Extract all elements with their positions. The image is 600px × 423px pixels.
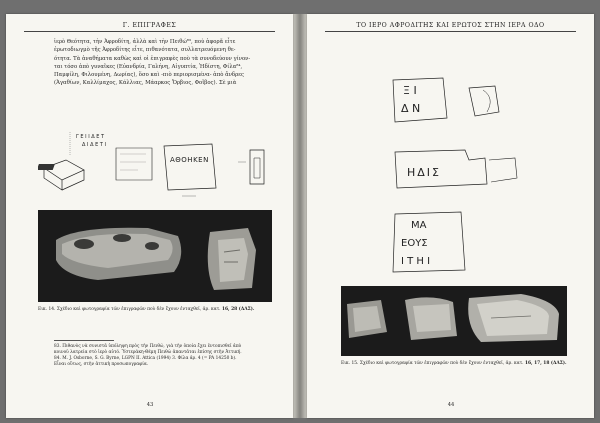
fragment-3-line-1: ΜΑ xyxy=(411,220,427,231)
caption-text: Εικ. 14. Σχέδιο καὶ φωτογραφία τῶν ἐπιγραφῶν ποὺ δὲν ἔχουν ἐνταχθεῖ, ἀρ. κατ. xyxy=(38,307,221,312)
caption-refs: 16, 28 (ΔΛΣ). xyxy=(221,307,255,312)
footnote-line: Εἶναι οὕτως, στὴν ἀττικὴ προσωπογραφία. xyxy=(54,362,149,367)
body-line: ότητα. Τὰ ἀναθήματα καθὼς καὶ οἱ ἐπιγραφὲς ποὺ τὰ συνοδεύουν γίνον- xyxy=(54,55,251,62)
caption-text: Εικ. 15. Σχέδιο καὶ φωτογραφία τῶν ἐπιγραφῶν ποὺ δὲν ἔχουν ἐνταχθεῖ, ἀρ. κατ. xyxy=(341,361,524,366)
fragment-3-line-3: Ι Τ Η Ι xyxy=(401,256,431,267)
running-head-left: Γ. ΕΠΙΓΡΑΦΕΣ xyxy=(24,22,275,32)
figure-caption-right xyxy=(341,361,567,367)
footnote-rule xyxy=(54,340,114,341)
book-spine xyxy=(293,14,307,418)
footnotes xyxy=(54,344,260,368)
sketch-b-inscription: ΑΘΟΗΚΕΝ xyxy=(170,156,209,164)
caption-refs: 16, 17, 18 (ΔΛΣ). xyxy=(524,361,567,366)
fragment-2-inscription: ΗΔΙΣ xyxy=(407,166,441,179)
stele-sketch-drawing xyxy=(38,128,156,192)
fragment-3-line-2: ΕΟΥΣ xyxy=(401,238,428,249)
fragment-3-drawing xyxy=(389,208,489,278)
body-line: ἱερὸ Θεότητα, τὴν Ἀφροδίτη, ἀλλὰ καὶ τὴν Πειθώ⁸³, ποὺ ἀφορᾶ εἶτε xyxy=(54,39,236,45)
fragment-1-line-2: Δ Ν xyxy=(401,102,421,115)
body-line: ἐρωτοδιωγμὸ τῆς Ἀφροδίτης εἶτε, πιθανότατα, συλλατρευόμενη θε- xyxy=(54,47,236,54)
sketch-a-line-2: Δ Ι Δ Ε Τ Ι xyxy=(82,142,106,148)
fragment-1-drawing xyxy=(387,76,507,132)
left-page xyxy=(6,14,293,418)
footnote-line: κοινοῦ λατρεία στὸ ἱερὸ αὐτό. Ὑστεράκη-Θέμη Πειθὼ ἀπαντᾶται ἐπίσης στὴν Ἀττική. xyxy=(54,350,242,355)
fragments-photograph xyxy=(341,286,567,356)
fragment-2-drawing xyxy=(391,148,531,192)
running-head-right: ΤΟ ΙΕΡΟ ΑΦΡΟΔΙΤΗΣ ΚΑΙ ΕΡΩΤΟΣ ΣΤΗΝ ΙΕΡΑ ΟΔΟ xyxy=(325,22,576,32)
footnote-line: 84. M. J. Osborne, S. G. Byrne, LGPN II. Attica (1994) 3. Φίλα ἀρ. 4 (= PA 14250 b). xyxy=(54,356,237,361)
body-text xyxy=(54,38,258,88)
body-line: (Ἀγαθίων, Καλλίμαχος, Κάλλιας, Μάαρκος Ὄρβιος, Φοῖβος). Σὲ μιὰ xyxy=(54,80,237,87)
body-line: Παμφίλη, Φιλουμένη, Δωρίας), ὅσο καὶ -πιὸ περιορισμένα- ἀπὸ ἄνδρες xyxy=(54,72,244,79)
body-line: ται τόσο ἀπὸ γυναῖκες (Εὐανδρία, Γαλήνη, Αἰγυπτία, Ἡδίστη, Φίλα⁸⁴, xyxy=(54,63,243,70)
slab-sketch-drawing xyxy=(162,140,272,204)
footnote-line: 83. Πιθανὸς νὰ συνιστᾶ ὑπόληψη πρὸς τὴν Πειθώ, γιὰ τὴν ὁποία ἔχει ἐντοπισθεῖ ἀπὸ xyxy=(54,344,242,349)
fragment-1-line-1: Ξ Ι xyxy=(403,84,417,97)
fragments-photograph xyxy=(38,210,272,302)
page-number-right: 44 xyxy=(447,402,455,408)
figure-caption-left xyxy=(38,307,278,313)
page-number-left: 43 xyxy=(146,402,154,408)
sketch-a-line-1: Γ Ε Ι Ι Δ Ε Τ xyxy=(76,134,105,140)
right-page xyxy=(307,14,594,418)
